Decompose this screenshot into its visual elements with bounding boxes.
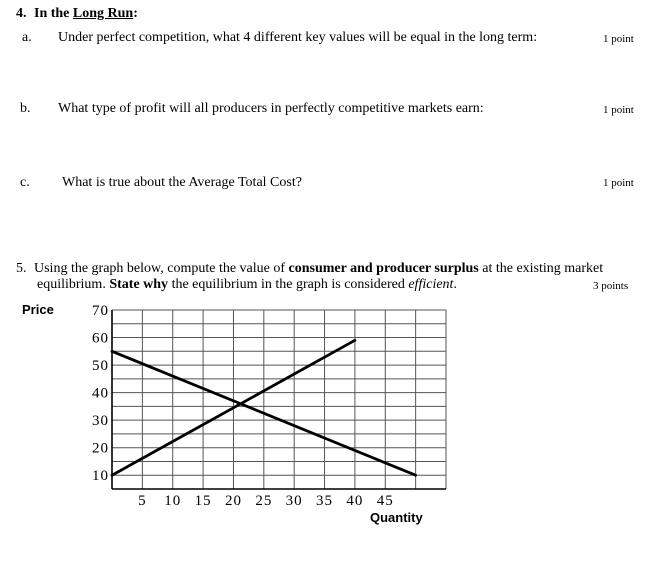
q5-number: 5. bbox=[16, 261, 27, 276]
q4-number: 4. bbox=[16, 6, 27, 21]
q4c-text: What is true about the Average Total Cost? bbox=[62, 175, 302, 190]
q4c-points: 1 point bbox=[603, 177, 634, 189]
x-tick-labels bbox=[138, 493, 394, 509]
q4a-text: Under perfect competition, what 4 different key values will be equal in the long term: bbox=[58, 30, 538, 45]
y-tick-label: 60 bbox=[92, 330, 109, 347]
x-tick-label: 30 bbox=[285, 493, 303, 509]
y-axis-label: Price bbox=[22, 302, 54, 317]
q5-line1-b: at the existing market bbox=[478, 261, 604, 276]
q4b-text: What type of profit will all producers in perfectly competitive markets earn: bbox=[58, 101, 484, 116]
x-tick-label: 25 bbox=[255, 493, 273, 509]
y-tick-label: 10 bbox=[92, 468, 109, 485]
x-tick-label: 5 bbox=[138, 493, 147, 509]
q4a-points: 1 point bbox=[603, 33, 634, 45]
q4-colon: : bbox=[133, 6, 138, 21]
x-tick-label: 20 bbox=[224, 493, 242, 509]
y-tick-label: 30 bbox=[92, 413, 109, 430]
y-tick-label: 20 bbox=[92, 440, 109, 457]
y-tick-labels bbox=[92, 303, 109, 484]
q5-line2-a: equilibrium. bbox=[37, 277, 110, 292]
q5-efficient: efficient bbox=[408, 277, 454, 292]
x-tick-label: 15 bbox=[194, 493, 212, 509]
q4-long-run: Long Run bbox=[72, 6, 134, 21]
q5-line2-b: the equilibrium in the graph is considered bbox=[168, 277, 409, 292]
q4-intro: In the bbox=[34, 6, 73, 21]
q5-points: 3 points bbox=[593, 280, 629, 292]
x-tick-label: 35 bbox=[316, 493, 334, 509]
y-tick-label: 70 bbox=[92, 303, 109, 319]
q4c-letter: c. bbox=[20, 175, 30, 190]
q5-state-why: State why bbox=[109, 277, 169, 292]
q5-line2-c: . bbox=[453, 277, 457, 292]
q4b-letter: b. bbox=[20, 101, 31, 116]
chart-grid bbox=[112, 310, 446, 489]
y-tick-label: 50 bbox=[92, 358, 109, 375]
y-tick-label: 40 bbox=[92, 385, 109, 402]
q5-consumer-producer-surplus: consumer and producer surplus bbox=[288, 261, 479, 276]
x-tick-label: 10 bbox=[164, 493, 182, 509]
x-tick-label: 45 bbox=[376, 493, 394, 509]
q4a-letter: a. bbox=[22, 30, 32, 45]
q4b-points: 1 point bbox=[603, 104, 634, 116]
x-axis-label: Quantity bbox=[370, 510, 423, 525]
x-tick-label: 40 bbox=[346, 493, 364, 509]
q5-line1-a: Using the graph below, compute the value of bbox=[34, 261, 289, 276]
